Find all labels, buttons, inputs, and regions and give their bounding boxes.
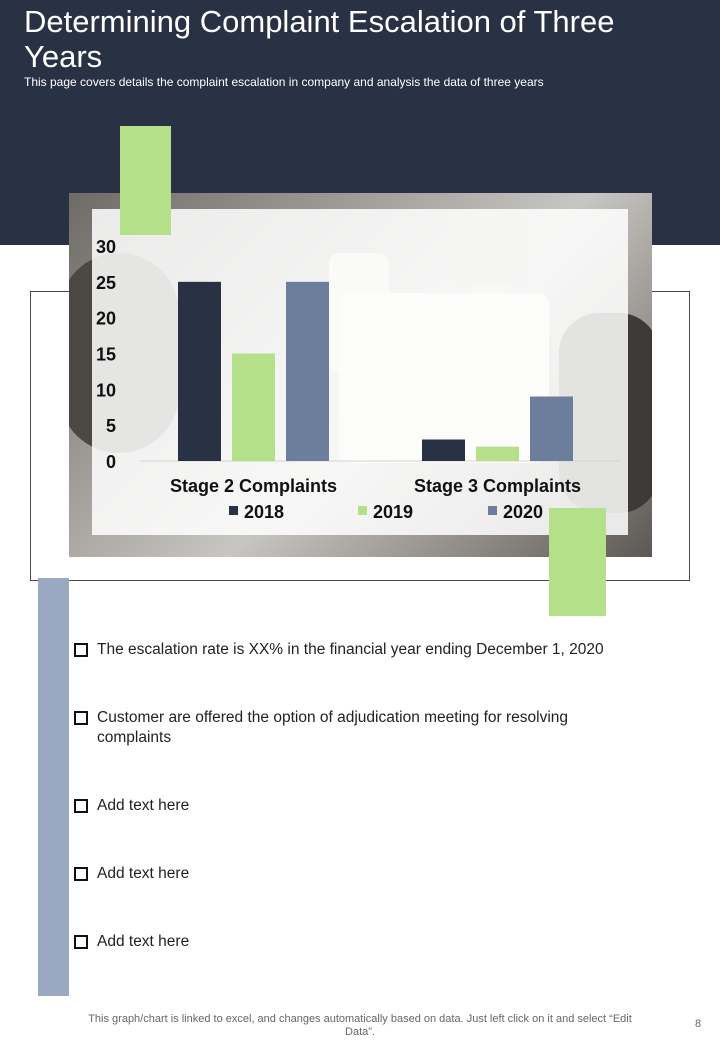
legend-label: 2019 [373,502,414,522]
list-item [74,796,684,816]
page-subtitle: This page covers details the complaint escalation in company and analysis the data of three years [24,75,544,89]
accent-bar-bottom [549,508,606,616]
y-tick-label: 30 [95,237,116,257]
bullet-text: Add text here [97,797,190,814]
x-category-label: Stage 3 Complaints [413,476,582,496]
legend-label: 2020 [503,502,544,522]
page-number: 8 [695,1018,702,1030]
list-item [74,708,684,748]
bullet-text: The escalation rate is XX% in the financial year ending December 1, 2020 [97,641,604,658]
accent-bar-top [120,126,171,235]
checkbox-icon [74,799,88,813]
y-tick-label: 25 [95,272,116,293]
checkbox-icon [74,711,88,725]
y-tick-label: 5 [105,416,116,437]
list-item [74,864,684,884]
list-item [74,640,684,660]
checkbox-icon [74,643,88,657]
bullet-text: Add text here [97,933,190,950]
bullet-text: Customer are offered the option of adjudication meeting for resolving complaints [97,709,569,746]
footer-note: This graph/chart is linked to excel, and changes automatically based on data. Just left click on it and select “Edit Data”. [88,1013,632,1038]
side-accent-bar [38,578,69,996]
bullet-text: Add text here [97,865,190,882]
y-tick-label: 10 [95,380,116,401]
chart-panel [92,209,628,535]
x-category-label: Stage 2 Complaints [169,476,338,496]
y-tick-label: 15 [95,344,116,365]
legend-label: 2018 [244,502,285,522]
list-item [74,932,684,952]
checkbox-icon [74,935,88,949]
checkbox-icon [74,867,88,881]
y-tick-label: 0 [105,452,116,472]
y-tick-label: 20 [95,308,116,329]
page-title: Determining Complaint Escalation of Three Years [24,4,615,74]
